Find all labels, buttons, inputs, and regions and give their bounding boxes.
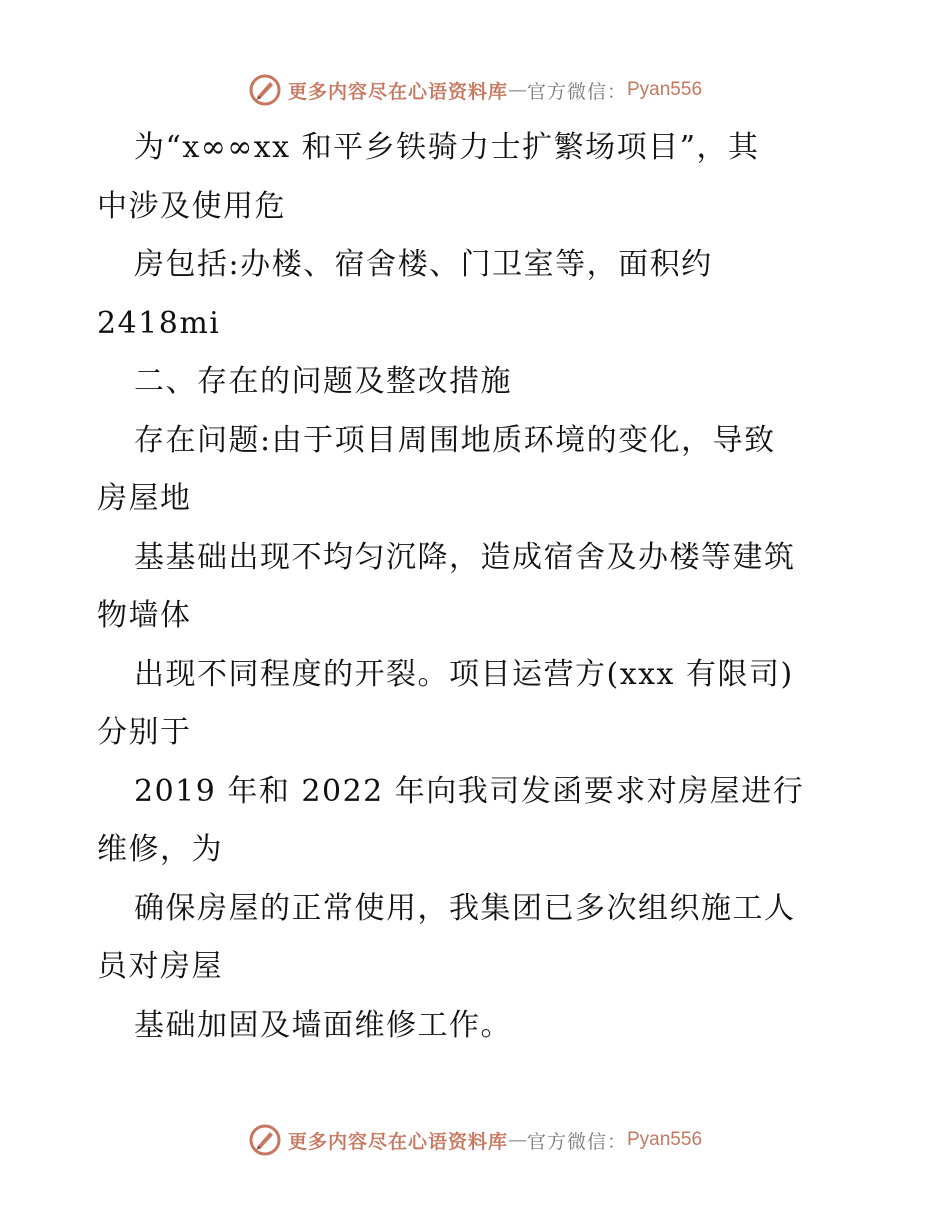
body-line: 员对房屋 — [97, 949, 223, 984]
quill-logo-icon — [248, 73, 282, 107]
body-line: 房包括:办楼、宿舍楼、门卫室等，面积约 — [134, 247, 713, 282]
body-line: 为“x∞∞xx 和平乡铁骑力士扩繁场项目”，其 — [134, 130, 760, 165]
body-line: 物墙体 — [97, 598, 192, 633]
body-line: 出现不同程度的开裂。项目运营方(xxx 有限司) — [134, 656, 794, 692]
header-wechat-id: Pyan556 — [627, 79, 703, 100]
header-banner — [0, 70, 950, 110]
body-line: 基础加固及墙面维修工作。 — [134, 1007, 512, 1043]
body-line: 维修，为 — [97, 832, 223, 867]
footer-dash: — — [507, 1129, 527, 1151]
body-line: 存在问题:由于项目周围地质环境的变化，导致 — [134, 422, 776, 458]
footer-wechat-id: Pyan556 — [627, 1129, 703, 1150]
header-dash: — — [507, 79, 527, 101]
section-heading: 二、存在的问题及整改措施 — [134, 364, 512, 399]
body-line: 中涉及使用危 — [97, 188, 286, 224]
footer-brand-text: 更多内容尽在心语资料库 — [287, 1130, 508, 1153]
footer-banner — [0, 1120, 950, 1160]
header-brand-text: 更多内容尽在心语资料库 — [287, 80, 508, 103]
body-line: 基基础出现不均匀沉降，造成宿舍及办楼等建筑 — [134, 539, 796, 575]
body-line: 2019 年和 2022 年向我司发函要求对房屋进行 — [134, 773, 805, 809]
body-line: 确保房屋的正常使用，我集团已多次组织施工人 — [134, 890, 796, 926]
header-official-label: 官方微信： — [526, 80, 627, 103]
document-body — [97, 119, 877, 1055]
quill-logo-icon — [248, 1123, 282, 1157]
body-line: 2418mi — [97, 305, 221, 341]
body-line: 房屋地 — [97, 481, 192, 516]
footer-official-label: 官方微信： — [526, 1130, 627, 1153]
body-line: 分别于 — [97, 715, 192, 750]
